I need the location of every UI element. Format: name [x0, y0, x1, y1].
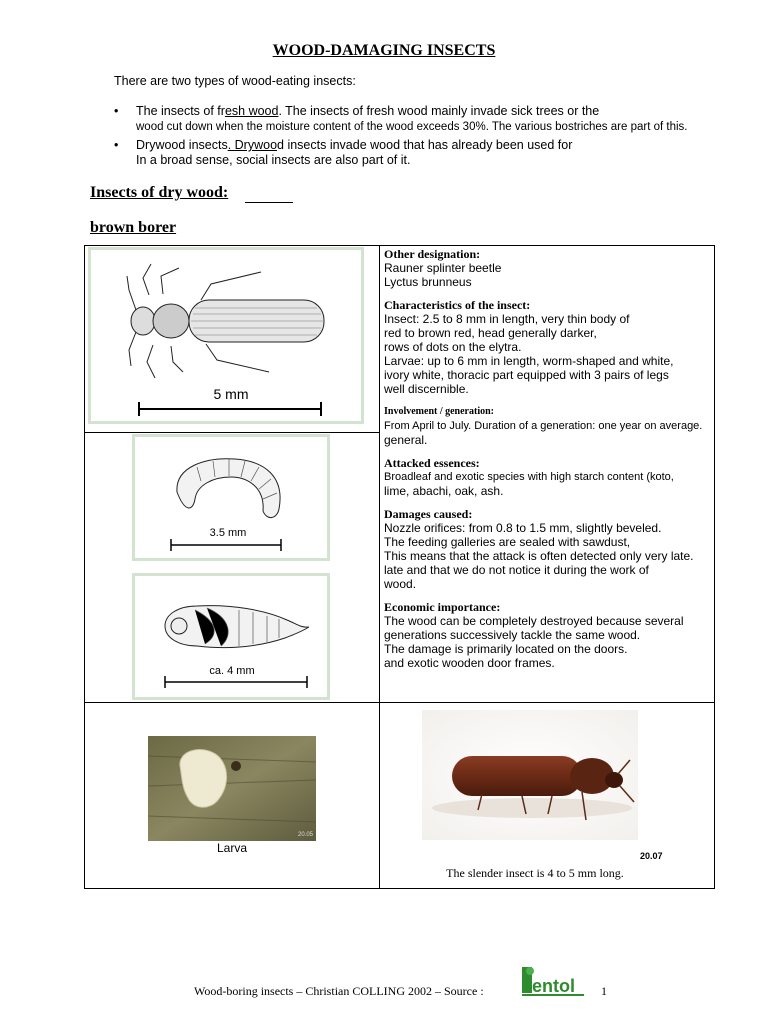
damages-heading: Damages caused: [384, 507, 473, 521]
beetle-photo [422, 710, 638, 840]
characteristics-section [384, 298, 714, 396]
detail-line: The damage is primarily located on the doors. [384, 642, 628, 656]
photo-code: 20.05 [298, 832, 314, 838]
attacked-heading: Attacked essences: [384, 456, 480, 470]
detail-line: red to brown red, head generally darker, [384, 326, 597, 340]
list-item: • The insects of fresh wood. The insects of fresh wood mainly invade sick trees or the wood cut down when the moisture content of the wood exceeds 30%. The various bostriches are part of this. [114, 104, 734, 135]
detail-line: lime, abachi, oak, ash. [384, 484, 504, 498]
detail-line: Insect: 2.5 to 8 mm in length, very thin body of [384, 312, 630, 326]
table-divider [379, 245, 380, 889]
larva-caption: Larva [216, 841, 248, 855]
detail-line: Lyctus brunneus [384, 275, 472, 289]
beetle-caption: The slender insect is 4 to 5 mm long. [446, 866, 624, 880]
larva-scale-label: 3.5 mm [209, 527, 247, 539]
detail-line: Rauner splinter beetle [384, 261, 502, 275]
involvement-heading: Involvement / generation: [384, 406, 494, 417]
insect-name-heading: brown borer [90, 219, 177, 236]
detail-line: The feeding galleries are sealed with sawdust, [384, 535, 631, 549]
detail-line: generations successively tackle the same wood. [384, 628, 641, 642]
detail-line: and exotic wooden door frames. [384, 656, 555, 670]
larva-photo [148, 736, 316, 841]
adult-drawing-frame [88, 247, 364, 424]
detail-line: The wood can be completely destroyed because several [384, 614, 684, 628]
footer-text: Wood-boring insects – Christian COLLING 2002 – Source : [194, 984, 484, 998]
attacked-section [384, 456, 714, 498]
pupa-drawing-frame [132, 573, 330, 700]
larva-drawing [135, 437, 327, 558]
detail-line: Broadleaf and exotic species with high starch content (koto, [384, 471, 674, 483]
economic-section [384, 600, 714, 670]
logo-text: entol [532, 976, 575, 996]
adult-beetle-drawing [91, 250, 361, 421]
detail-line: Larvae: up to 6 mm in length, worm-shaped and white, [384, 354, 674, 368]
insect-details [384, 247, 714, 679]
detail-line: rows of dots on the elytra. [384, 340, 522, 354]
adult-scale-label: 5 mm [213, 386, 249, 402]
intro-text: There are two types of wood-eating insects: [114, 74, 356, 88]
detail-line: wood. [384, 577, 417, 591]
characteristics-heading: Characteristics of the insect: [384, 298, 531, 312]
pupa-scale-label: ca. 4 mm [209, 665, 255, 677]
page-title: WOOD-DAMAGING INSECTS [272, 42, 496, 59]
detail-line: well discernible. [384, 382, 469, 396]
detail-line: general. [384, 433, 428, 447]
pupa-drawing [135, 576, 327, 697]
table-divider [84, 432, 380, 433]
detail-line: late and that we do not notice it during the work of [384, 563, 649, 577]
detail-line: This means that the attack is often detected only very late. [384, 549, 694, 563]
entol-logo [520, 965, 588, 997]
photo-code: 20.07 [640, 851, 663, 861]
page-number: 1 [601, 984, 607, 998]
detail-line: Nozzle orifices: from 0.8 to 1.5 mm, slightly beveled. [384, 521, 662, 535]
other-designation-heading: Other designation: [384, 247, 481, 261]
damages-section [384, 507, 714, 591]
table-divider [84, 702, 715, 703]
larva-drawing-frame [132, 434, 330, 561]
heading-underline [245, 202, 293, 203]
detail-line: ivory white, thoracic part equipped with 3 pairs of legs [384, 368, 669, 382]
detail-line: From April to July. Duration of a generation: one year on average. [384, 420, 703, 432]
insect-types-list [114, 104, 734, 171]
other-designation-section [384, 247, 714, 289]
economic-heading: Economic importance: [384, 600, 501, 614]
involvement-section [384, 405, 714, 447]
section-heading: Insects of dry wood: [90, 184, 229, 201]
list-item: • Drywood insects. Drywood insects invade wood that has already been used for In a broad sense, social insects are also part of it. [114, 138, 734, 168]
